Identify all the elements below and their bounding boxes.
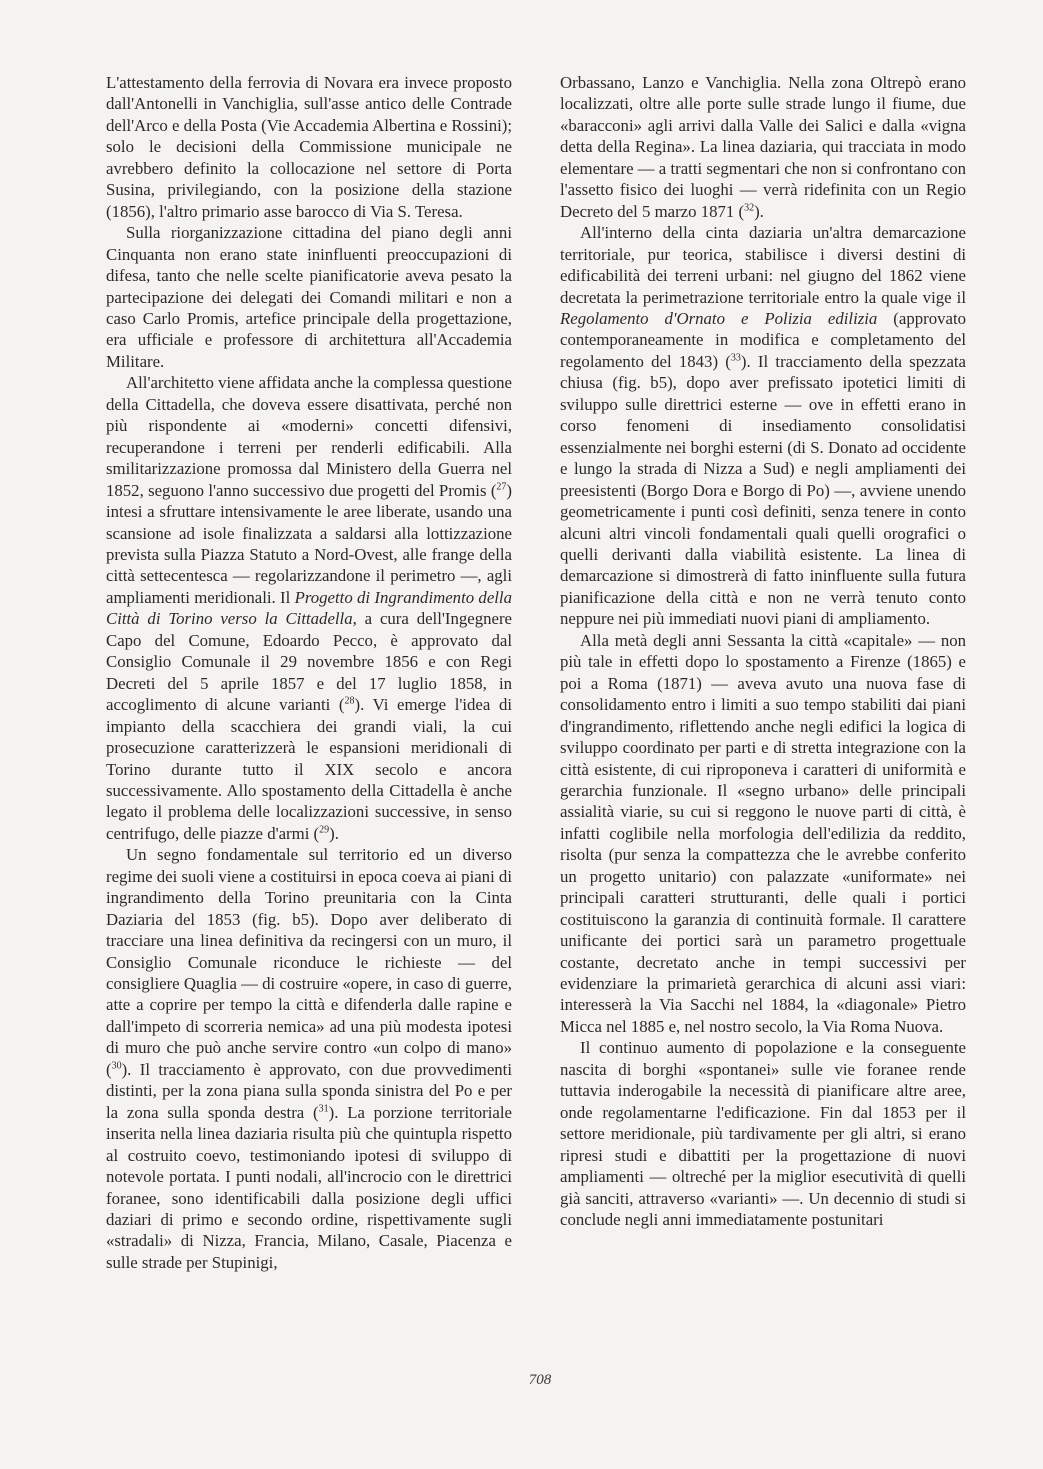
text-run: Orbassano, Lanzo e Vanchiglia. Nella zona Oltrepò erano localizzati, oltre alle porte sulle strade lungo il fiume, due «baracconi» agli arrivi dalla Valle dei Salici e dalla «vigna detta della Regina». La linea daziaria, qui tracciata in modo elementare — a tratti segmentari che non si confrontano con l'assetto fisico dei luoghi — verrà ridefinita con un Regio Decreto del 5 marzo 1871 ( xyxy=(560,73,966,221)
text-column-left xyxy=(106,72,512,1273)
text-run: ). Il tracciamento della spezzata chiusa (fig. b5), dopo aver prefissato ipotetici limiti di sviluppo sulle direttrici esterne — ove in effetti erano in corso fenomeni di insediamento consolidatisi essenzialmente nei borghi esterni (di S. Donato ad occidente e lungo la strada di Nizza a Sud) e negli ampliamenti dei preesistenti (Borgo Dora e Borgo di Po) —, avviene unendo geometricamente i punti così definiti, senza tenere in conto alcuni altri vincoli fondamentali quali quelli orografici o quelli derivanti dalla viabilità esistente. La linea di demarcazione si dimostrerà di fatto ininfluente sulla futura pianificazione della città e non ne verrà tenuto conto neppure nei più immediati nuovi piani di ampliamento. xyxy=(560,351,967,629)
paragraph xyxy=(560,72,966,222)
footnote-ref: 32 xyxy=(744,202,755,214)
footnote-ref: 29 xyxy=(319,824,330,836)
text-run: ). Il tracciamento è approvato, con due provvedimenti distinti, per la zona piana sulla sponda sinistra del Po e per la zona sulla sponda destra ( xyxy=(106,1059,512,1122)
text-column-right xyxy=(560,72,966,1230)
paragraph xyxy=(106,844,512,1273)
text-run: ). La porzione territoriale inserita nella linea daziaria risulta più che quintupla rispetto al costruito coevo, testimoniando ipotesi di sviluppo di notevole portata. I punti nodali, all'incrocio con le direttrici foranee, sono identificabili dalla posizione degli uffici daziari di primo e secondo ordine, rispettivamente sugli «stradali» di Nizza, Francia, Milano, Casale, Piacenza e sulle strade per Stupinigi, xyxy=(106,1102,512,1272)
italic-title: Progetto di Ingrandimento della Città di Torino verso la Cittadella xyxy=(106,587,512,629)
italic-title: Regolamento d'Ornato e Polizia edilizia xyxy=(560,308,878,328)
text-run: ). xyxy=(754,201,764,221)
text-run: ). xyxy=(329,823,339,843)
paragraph: Il continuo aumento di popolazione e la conseguente nascita di borghi «spontanei» sulle vie foranee rende tuttavia inderogabile la necessità di pianificare altre aree, onde regolamentarne l'edificazione. Fin dal 1853 per il settore meridionale, più tardivamente per gli altri, si erano ripresi studi e dibattiti per la progettazione di nuovi ampliamenti — oltreché per la miglior esecutività di quelli già sanciti, attraverso «varianti» —. Un decennio di studi si conclude negli anni immediatamente postunitari xyxy=(560,1038,966,1230)
footnote-ref: 28 xyxy=(344,695,355,707)
text-run: ). Vi emerge l'idea di impianto della scacchiera dei grandi viali, la cui prosecuzione caratterizzerà le espansioni meridionali di Torino durante tutto il XIX secolo e ancora successivamente. Allo spostamento della Cittadella è anche legato il problema delle localizzazioni successive, in senso centrifugo, delle piazze d'armi ( xyxy=(106,695,512,843)
paragraph: Alla metà degli anni Sessanta la città «capitale» — non più tale in effetti dopo lo spostamento a Firenze (1865) e poi a Roma (1871) — aveva avuto una nuova fase di consolidamento entro i limiti a suo tempo stabiliti dai piani d'ingrandimento, riflettendo anche negli edifici la logica di sviluppo coordinato per parti e di stretta integrazione con la città esistente, di cui riproponeva i caratteri di uniformità e gerarchia funzionale. Il «segno urbano» delle principali assialità viarie, su cui si reggono le nuove parti di città, è infatti coglibile nella morfologia dell'edilizia da reddito, risolta (pur senza la compattezza che le avrebbe conferito un progetto unitario) con palazzate «uniformate» nei principali caratteri strutturanti, delle quali i portici costituiscono la garanzia di continuità formale. Il carattere unificante dei portici sarà un parametro progettuale costante, decretato anche in tempi successivi per evidenziare la primarietà gerarchica di alcuni assi viari: interesserà la Via Sacchi nel 1884, la «diagonale» Pietro Micca nel 1885 e, nel nostro secolo, la Via Roma Nuova. xyxy=(560,630,966,1036)
footnote-ref: 33 xyxy=(730,352,741,364)
text-run: All'architetto viene affidata anche la complessa questione della Cittadella, che doveva essere disattivata, perché non più rispondente ai «moderni» concetti difensivi, recuperandone i terreni per renderli edificabili. Alla smilitarizzazione promossa dal Ministero della Guerra nel 1852, seguono l'anno successivo due progetti del Promis ( xyxy=(106,373,512,500)
footnote-ref: 31 xyxy=(318,1103,329,1115)
page-number: 708 xyxy=(528,1372,552,1388)
text-run: Un segno fondamentale sul territorio ed un diverso regime dei suoli viene a costituirsi in epoca coeva ai piani di ingrandimento della Torino preunitaria con la Cinta Daziaria del 1853 (fig. b5). Dopo aver deliberato di tracciare una linea definitiva da recingersi con un muro, il Consiglio Comunale riconduce le richieste — del consigliere Quaglia — di costruire «opere, in caso di guerre, atte a coprire per tempo la città e difenderla dalle rapine e dall'impeto di scorreria nemica» ad una più modesta ipotesi di muro che può anche servire contro «un colpo di mano» ( xyxy=(106,845,512,1079)
footnote-ref: 27 xyxy=(496,481,507,493)
paragraph xyxy=(106,372,512,844)
text-run: (approvato contemporaneamente in modifica e completamento del regolamento del 1843) ( xyxy=(560,308,966,371)
paragraph: Sulla riorganizzazione cittadina del piano degli anni Cinquanta non erano state ininfluenti preoccupazioni di difesa, tanto che nelle scelte pianificatorie aveva pesato la partecipazione dei delegati dei Comandi militari e non a caso Carlo Promis, artefice principale della progettazione, era ufficiale e professore di architettura all'Accademia Militare. xyxy=(106,223,512,371)
text-run: , a cura dell'Ingegnere Capo del Comune, Edoardo Pecco, è approvato dal Consiglio Comunale il 29 novembre 1856 e con Regi Decreti del 5 aprile 1857 e del 17 luglio 1858, in accoglimento di alcune varianti ( xyxy=(106,609,512,715)
paragraph: L'attestamento della ferrovia di Novara era invece proposto dall'Antonelli in Vanchiglia, sull'asse antico delle Contrade dell'Arco e della Posta (Vie Accademia Albertina e Rossini); solo le decisioni della Commissione municipale ne avrebbero definito la collocazione nel settore di Porta Susina, privilegiando, con la posizione della stazione (1856), l'altro primario asse barocco di Via S. Teresa. xyxy=(106,73,512,221)
paragraph xyxy=(560,222,966,630)
text-run: ) intesi a sfruttare intensivamente le aree liberate, usando una scansione ad isole finalizzata a saldarsi alla lottizzazione prevista sulla Piazza Statuto a Nord-Ovest, alle frange della città settecentesca — regolarizzandone il perimetro —, agli ampliamenti meridionali. Il xyxy=(106,480,512,607)
footnote-ref: 30 xyxy=(111,1060,122,1072)
text-run: All'interno della cinta daziaria un'altra demarcazione territoriale, pur teorica, stabilisce i diversi destini di edificabilità dei terreni urbani: nel giugno del 1862 viene decretata la perimetrazione territoriale entro la quale vige il xyxy=(560,223,966,307)
